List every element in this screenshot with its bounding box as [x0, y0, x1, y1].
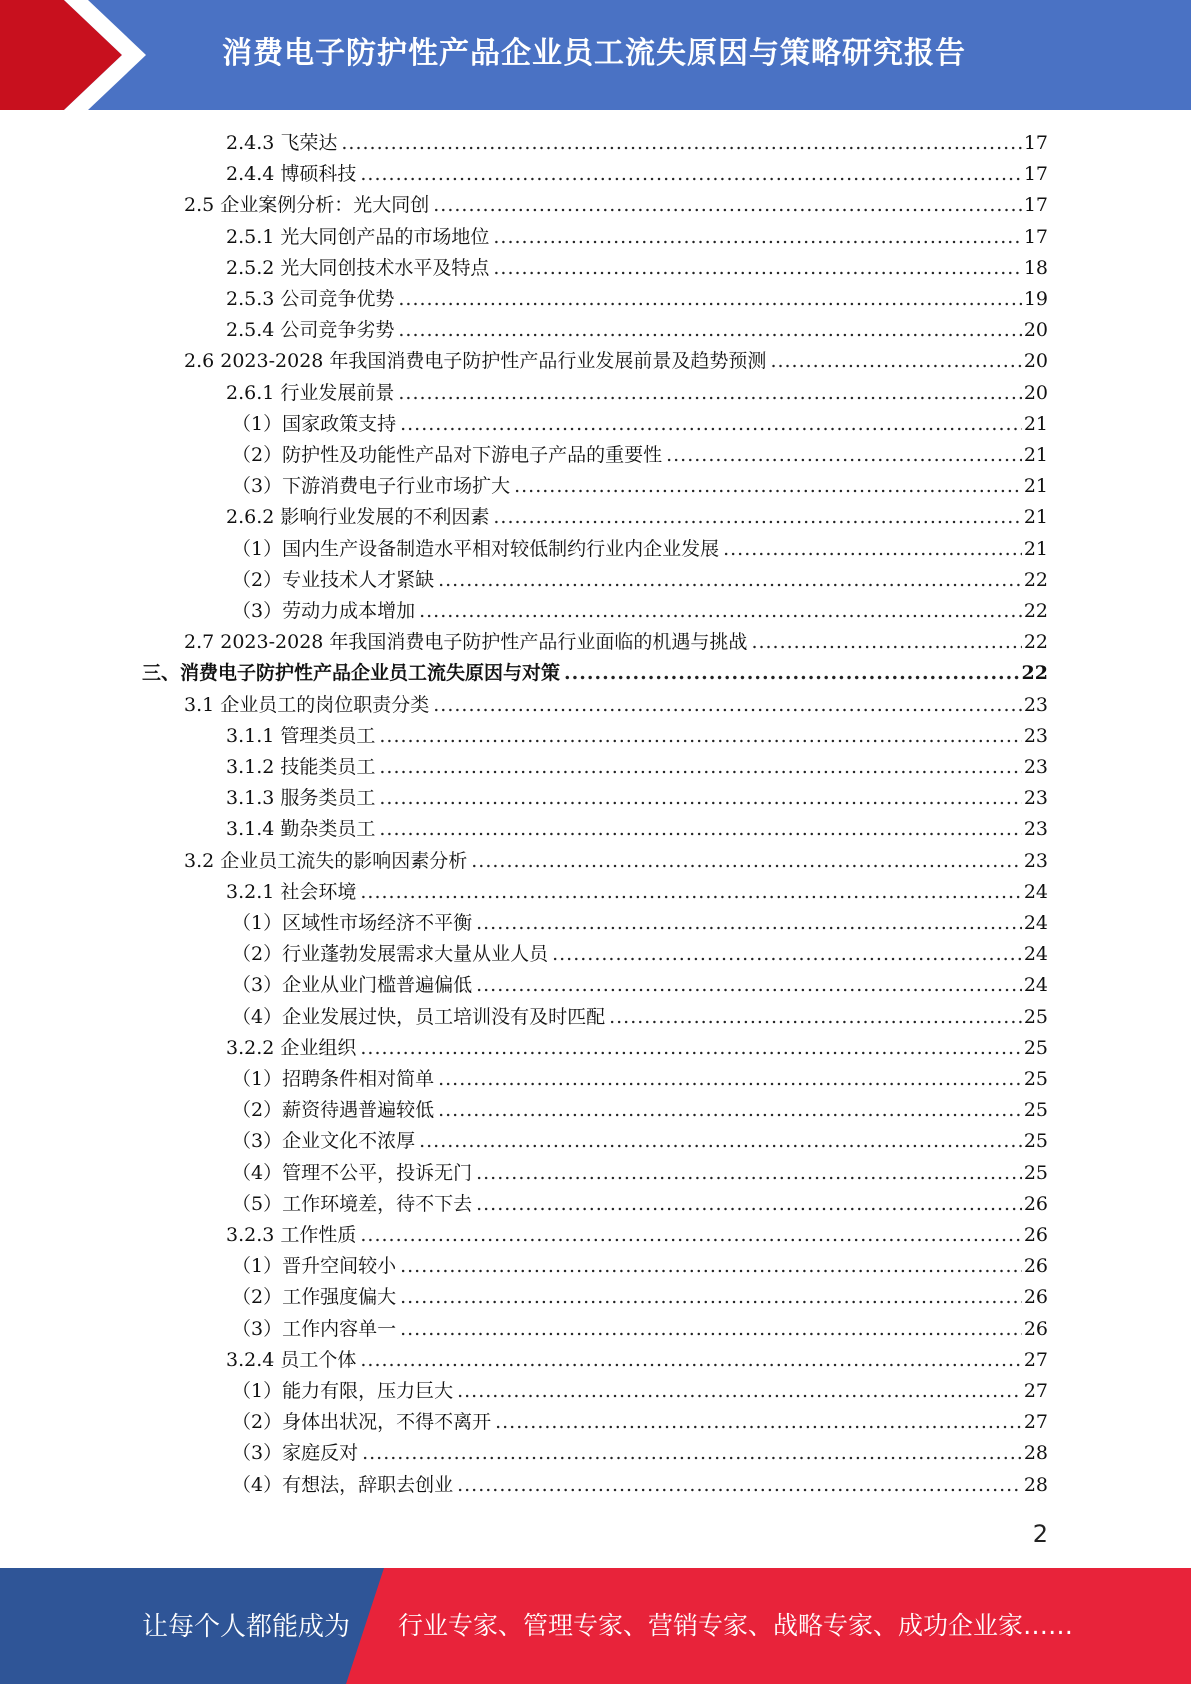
toc-dot-leader	[360, 1345, 1021, 1376]
toc-entry[interactable]	[226, 315, 1048, 346]
toc-entry[interactable]	[226, 752, 1048, 783]
toc-entry-page: 27	[1023, 1380, 1048, 1402]
toc-entry[interactable]	[232, 1095, 1048, 1126]
toc-entry-label: （2）工作强度偏大	[232, 1286, 397, 1309]
toc-entry-page: 21	[1023, 475, 1048, 498]
toc-entry-page: 24	[1023, 912, 1048, 934]
toc-entry-label: （3）下游消费电子行业市场扩大	[232, 475, 511, 498]
toc-entry-page: 18	[1023, 256, 1048, 279]
toc-entry[interactable]	[226, 253, 1048, 284]
toc-dot-leader	[400, 1251, 1022, 1282]
toc-entry[interactable]	[232, 970, 1048, 1001]
toc-entry-label: 2.5.1 光大同创产品的市场地位	[226, 225, 490, 248]
toc-entry-page: 26	[1023, 1224, 1048, 1246]
toc-entry[interactable]	[232, 1189, 1048, 1220]
toc-dot-leader	[433, 190, 1022, 221]
toc-entry-label: 三、消费电子防护性产品企业员工流失原因与对策	[142, 662, 561, 685]
toc-dot-leader	[360, 159, 1021, 190]
toc-entry[interactable]	[226, 128, 1048, 159]
toc-dot-leader	[400, 409, 1022, 440]
toc-entry-label: （2）身体出状况，不得不离开	[232, 1411, 492, 1434]
page-number: 2	[1032, 1520, 1048, 1548]
toc-entry-label: 3.1 企业员工的岗位职责分类	[184, 693, 430, 716]
toc-dot-leader	[400, 1314, 1022, 1345]
toc-entry-page: 23	[1023, 693, 1048, 716]
toc-entry-label: （4）管理不公平，投诉无门	[232, 1161, 473, 1184]
toc-entry-page: 26	[1023, 1286, 1048, 1309]
toc-entry-label: （4）有想法，辞职去创业	[232, 1473, 454, 1496]
toc-entry[interactable]	[232, 565, 1048, 596]
toc-entry-label: （2）行业蓬勃发展需求大量从业人员	[232, 943, 549, 966]
toc-entry-page: 17	[1023, 194, 1048, 217]
toc-entry-page: 26	[1023, 1255, 1048, 1278]
toc-entry[interactable]	[226, 284, 1048, 315]
toc-dot-leader	[609, 1002, 1022, 1033]
toc-entry[interactable]	[226, 877, 1048, 908]
toc-entry-label: 3.2.3 工作性质	[226, 1224, 357, 1246]
toc-entry-label: （2）防护性及功能性产品对下游电子产品的重要性	[232, 444, 663, 466]
toc-dot-leader	[398, 284, 1021, 315]
toc-entry[interactable]	[232, 409, 1048, 440]
toc-dot-leader	[495, 1407, 1022, 1438]
toc-entry-label: 2.6 2023-2028 年我国消费电子防护性产品行业发展前景及趋势预测	[184, 350, 767, 373]
toc-entry-page: 21	[1023, 444, 1048, 466]
toc-entry-label: 2.5.4 公司竞争劣势	[226, 319, 395, 342]
footer-slogan-right: 行业专家、管理专家、营销专家、战略专家、成功企业家……	[398, 1611, 1074, 1640]
page-footer	[0, 1568, 1191, 1684]
toc-entry-page: 26	[1023, 1317, 1048, 1340]
toc-entry[interactable]	[226, 502, 1048, 533]
toc-entry[interactable]	[232, 440, 1048, 471]
toc-entry[interactable]	[232, 471, 1048, 502]
toc-entry-page: 22	[1023, 600, 1048, 622]
toc-entry-label: 2.6.2 影响行业发展的不利因素	[226, 506, 490, 529]
toc-entry-label: 3.2.4 员工个体	[226, 1348, 357, 1371]
toc-entry-page: 17	[1023, 132, 1048, 154]
toc-entry-label: 2.4.4 博硕科技	[226, 163, 357, 186]
footer-slogan-left: 让每个人都能成为	[142, 1612, 351, 1642]
toc-entry-label: 2.5.3 公司竞争优势	[226, 288, 395, 310]
toc-dot-leader	[379, 721, 1021, 752]
toc-entry-page: 21	[1023, 506, 1048, 529]
toc-dot-leader	[476, 970, 1022, 1001]
toc-entry-label: （3）工作内容单一	[232, 1317, 397, 1340]
toc-entry[interactable]	[232, 1282, 1048, 1313]
toc-entry[interactable]	[232, 1438, 1048, 1469]
toc-entry-page: 25	[1023, 1099, 1048, 1122]
toc-dot-leader	[398, 315, 1021, 346]
toc-entry-page: 21	[1023, 412, 1048, 435]
report-title: 消费电子防护性产品企业员工流失原因与策略研究报告	[222, 36, 966, 71]
toc-entry-label: （1）国家政策支持	[232, 412, 397, 435]
toc-dot-leader	[360, 1033, 1021, 1064]
toc-dot-leader	[379, 752, 1021, 783]
toc-entry-page: 25	[1023, 1005, 1048, 1028]
toc-entry[interactable]	[232, 1064, 1048, 1095]
toc-entry-page: 20	[1023, 381, 1048, 404]
toc-entry-page: 24	[1023, 880, 1048, 903]
toc-entry-label: 3.1.2 技能类员工	[226, 756, 376, 778]
toc-entry[interactable]	[232, 1158, 1048, 1189]
toc-entry-page: 23	[1023, 849, 1048, 872]
toc-entry-page: 17	[1023, 225, 1048, 248]
header-corner-decoration	[0, 0, 160, 110]
toc-entry-page: 28	[1023, 1473, 1048, 1496]
toc-entry[interactable]	[232, 908, 1048, 939]
toc-dot-leader	[438, 565, 1022, 596]
toc-entry-label: 3.2 企业员工流失的影响因素分析	[184, 849, 468, 872]
toc-entry[interactable]	[232, 939, 1048, 970]
toc-entry-page: 21	[1023, 537, 1048, 560]
toc-entry-page: 23	[1023, 818, 1048, 841]
toc-entry-label: 2.4.3 飞荣达	[226, 132, 338, 154]
toc-entry-label: （3）劳动力成本增加	[232, 600, 416, 622]
toc-entry-page: 25	[1023, 1161, 1048, 1184]
toc-dot-leader	[723, 534, 1022, 565]
toc-entry-page: 20	[1023, 350, 1048, 373]
toc-entry-label: （5）工作环境差，待不下去	[232, 1192, 473, 1215]
toc-entry[interactable]	[184, 190, 1048, 221]
toc-entry-page: 26	[1023, 1192, 1048, 1215]
toc-dot-leader	[433, 690, 1022, 721]
toc-entry-label: （2）薪资待遇普遍较低	[232, 1099, 435, 1122]
toc-entry-label: （1）晋升空间较小	[232, 1255, 397, 1278]
toc-entry-label: 3.2.1 社会环境	[226, 880, 357, 903]
toc-entry[interactable]	[184, 346, 1048, 377]
toc-entry[interactable]	[226, 721, 1048, 752]
toc-dot-leader	[400, 1282, 1022, 1313]
toc-entry[interactable]	[232, 1314, 1048, 1345]
toc-dot-leader	[379, 814, 1021, 845]
toc-entry-label: （1）国内生产设备制造水平相对较低制约行业内企业发展	[232, 537, 720, 560]
toc-entry[interactable]	[226, 1220, 1048, 1251]
toc-dot-leader	[419, 596, 1022, 627]
toc-entry-label: 3.1.1 管理类员工	[226, 724, 376, 747]
toc-dot-leader	[770, 346, 1021, 377]
toc-entry-page: 23	[1023, 787, 1048, 810]
toc-entry-label: 3.2.2 企业组织	[226, 1036, 357, 1059]
toc-dot-leader	[457, 1470, 1022, 1501]
toc-entry[interactable]	[226, 1345, 1048, 1376]
toc-entry-label: （1）能力有限，压力巨大	[232, 1380, 454, 1402]
toc-dot-leader	[493, 253, 1021, 284]
toc-entry-label: （3）企业文化不浓厚	[232, 1130, 416, 1153]
toc-entry[interactable]	[232, 1470, 1048, 1501]
toc-dot-leader	[341, 128, 1021, 159]
toc-entry-label: （4）企业发展过快，员工培训没有及时匹配	[232, 1005, 606, 1028]
toc-entry-label: （2）专业技术人才紧缺	[232, 568, 435, 591]
toc-entry-label: （1）招聘条件相对简单	[232, 1068, 435, 1090]
toc-dot-leader	[514, 471, 1022, 502]
toc-entry-page: 19	[1023, 288, 1048, 310]
toc-entry-label: 2.5.2 光大同创技术水平及特点	[226, 256, 490, 279]
toc-entry-page: 22	[1023, 631, 1048, 654]
toc-dot-leader	[362, 1438, 1022, 1469]
toc-entry[interactable]	[226, 783, 1048, 814]
toc-dot-leader	[476, 1158, 1022, 1189]
toc-entry-page: 25	[1023, 1068, 1048, 1090]
toc-entry[interactable]	[226, 159, 1048, 190]
toc-entry[interactable]	[232, 1407, 1048, 1438]
toc-entry-page: 24	[1023, 974, 1048, 997]
toc-entry[interactable]	[232, 1002, 1048, 1033]
toc-entry-label: 2.6.1 行业发展前景	[226, 381, 395, 404]
toc-entry-page: 22	[1021, 662, 1048, 685]
toc-entry-page: 23	[1023, 756, 1048, 778]
toc-dot-leader	[438, 1064, 1022, 1095]
toc-entry[interactable]	[226, 222, 1048, 253]
toc-entry-label: 2.5 企业案例分析：光大同创	[184, 194, 430, 217]
toc-entry[interactable]	[232, 1126, 1048, 1157]
toc-dot-leader	[564, 658, 1020, 689]
toc-dot-leader	[476, 908, 1022, 939]
toc-dot-leader	[471, 846, 1022, 877]
toc-entry-page: 27	[1023, 1411, 1048, 1434]
toc-entry-page: 25	[1023, 1130, 1048, 1153]
toc-entry-page: 25	[1023, 1036, 1048, 1059]
toc-dot-leader	[457, 1376, 1022, 1407]
toc-dot-leader	[419, 1126, 1022, 1157]
toc-entry-page: 27	[1023, 1348, 1048, 1371]
toc-dot-leader	[493, 502, 1021, 533]
toc-entry-page: 20	[1023, 319, 1048, 342]
toc-entry-label: 2.7 2023-2028 年我国消费电子防护性产品行业面临的机遇与挑战	[184, 631, 748, 654]
toc-dot-leader	[438, 1095, 1022, 1126]
toc-entry[interactable]	[232, 534, 1048, 565]
toc-entry[interactable]	[232, 596, 1048, 627]
toc-entry[interactable]	[184, 846, 1048, 877]
toc-entry-label: 3.1.4 勤杂类员工	[226, 818, 376, 841]
toc-entry-label: （3）企业从业门槛普遍偏低	[232, 974, 473, 997]
toc-entry-page: 23	[1023, 724, 1048, 747]
page-header	[0, 0, 1191, 110]
toc-entry[interactable]	[232, 1251, 1048, 1282]
toc-dot-leader	[476, 1189, 1022, 1220]
toc-dot-leader	[379, 783, 1021, 814]
toc-dot-leader	[360, 877, 1021, 908]
toc-entry-page: 17	[1023, 163, 1048, 186]
toc-entry[interactable]	[226, 378, 1048, 409]
toc-entry[interactable]	[184, 690, 1048, 721]
toc-entry-page: 22	[1023, 568, 1048, 591]
toc-entry-label: 3.1.3 服务类员工	[226, 787, 376, 810]
toc-entry[interactable]	[184, 627, 1048, 658]
toc-entry-page: 24	[1023, 943, 1048, 966]
toc-dot-leader	[666, 440, 1022, 471]
toc-entry[interactable]	[226, 814, 1048, 845]
toc-entry-label: （1）区域性市场经济不平衡	[232, 912, 473, 934]
toc-dot-leader	[552, 939, 1022, 970]
toc-entry[interactable]	[226, 1033, 1048, 1064]
toc-entry[interactable]	[232, 1376, 1048, 1407]
toc-dot-leader	[751, 627, 1021, 658]
toc-dot-leader	[398, 378, 1021, 409]
toc-entry-label: （3）家庭反对	[232, 1442, 359, 1465]
toc-entry-page: 28	[1023, 1442, 1048, 1465]
toc-dot-leader	[493, 222, 1021, 253]
toc-dot-leader	[360, 1220, 1021, 1251]
toc-entry[interactable]	[142, 658, 1048, 689]
